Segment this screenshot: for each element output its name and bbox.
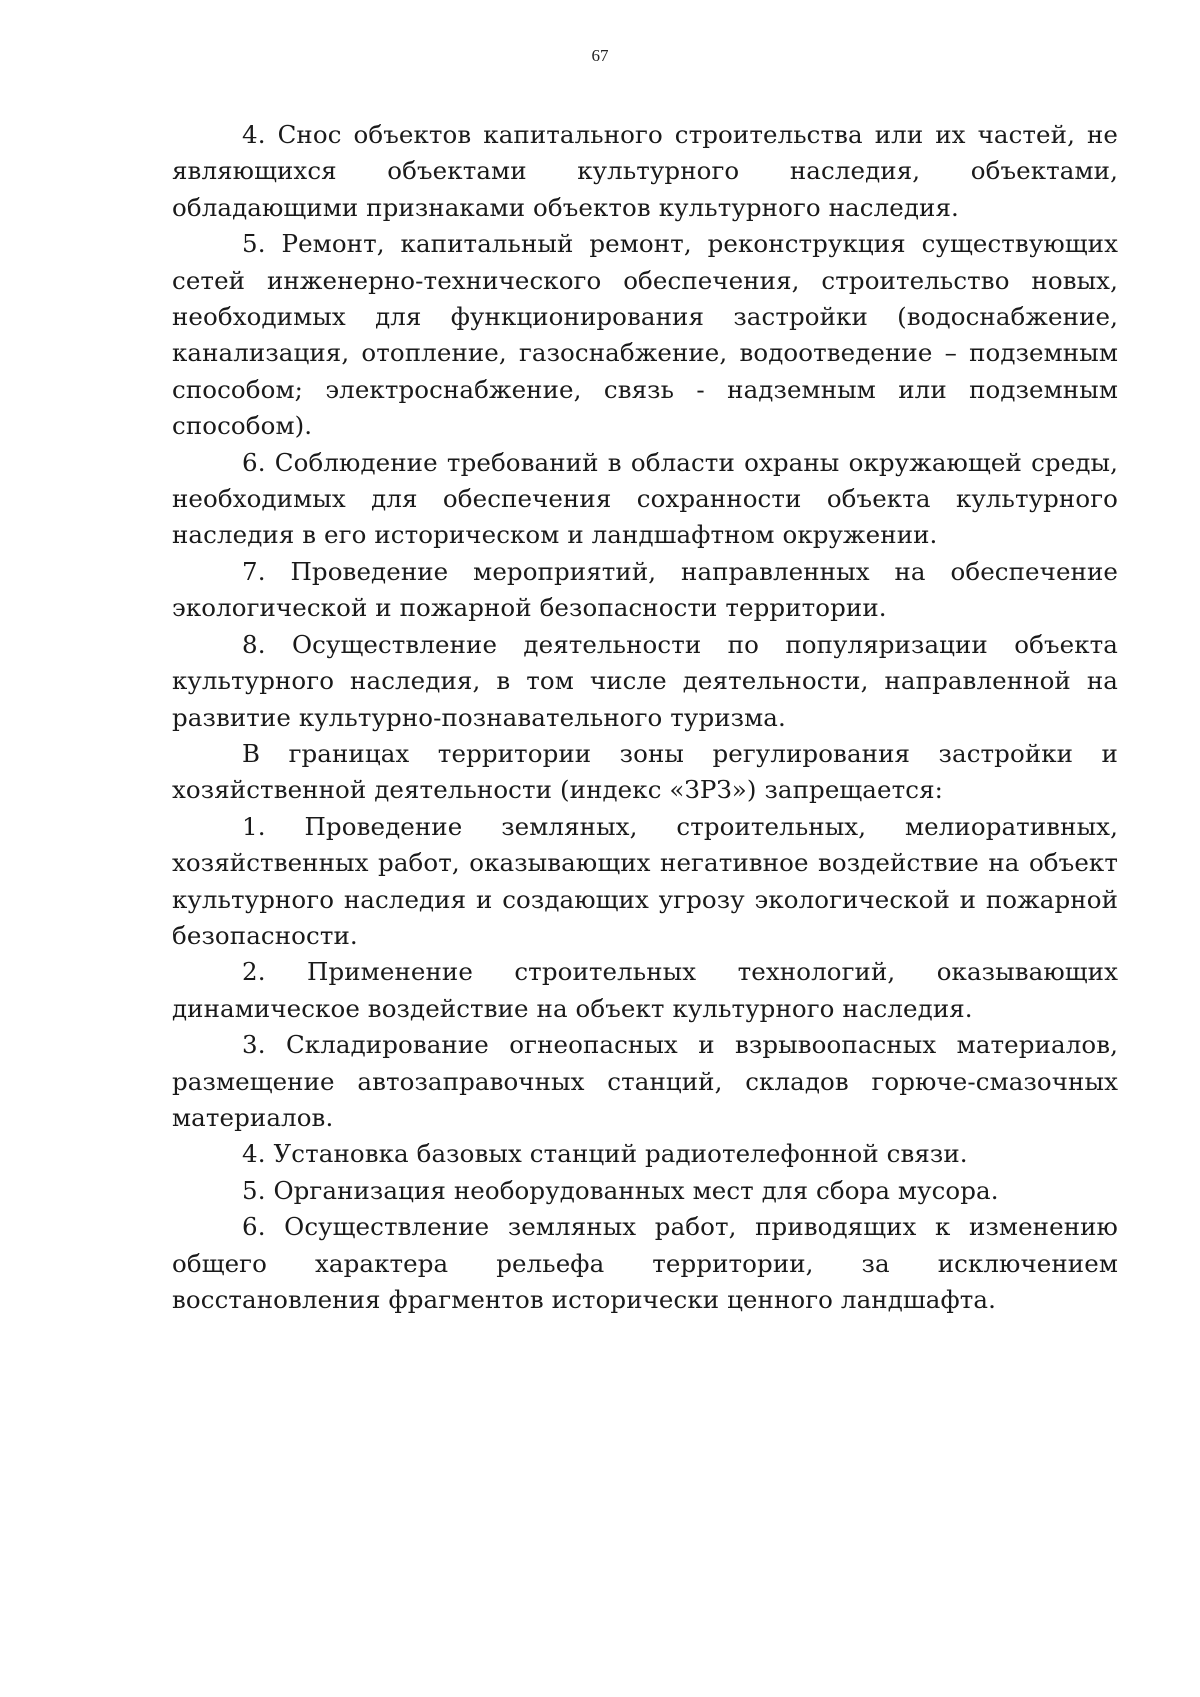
paragraph-prohibition-3-storage: 3. Складирование огнеопасных и взрывоопасных материалов, размещение автозаправочных станций, складов горюче-смазочных материалов. [172,1030,1118,1132]
paragraph-prohibition-5-waste: 5. Организация необорудованных мест для сбора мусора. [242,1175,999,1205]
paragraph-prohibition-4-base-stations: 4. Установка базовых станций радиотелефонной связи. [242,1139,968,1169]
paragraph-prohibition-2-technologies: 2. Применение строительных технологий, оказывающих динамическое воздействие на объект культурного наследия. [172,957,1118,1023]
paragraph-item-5-networks-repair: 5. Ремонт, капитальный ремонт, реконструкция существующих сетей инженерно-технического обеспечения, строительство новых, необходимых для функционирования застройки (водоснабжение, канализация, отопление, газоснабжение, водоотведение – подземным способом; электроснабжение, связь - надземным или подземным способом). [172,229,1118,441]
paragraph-item-8-popularization: 8. Осуществление деятельности по популяризации объекта культурного наследия, в том числе деятельности, направленной на развитие культурно-познавательного туризма. [172,629,1118,732]
paragraph-prohibition-1-works: 1. Проведение земляных, строительных, мелиоративных, хозяйственных работ, оказывающих негативное воздействие на объект культурного наследия и создающих угрозу экологической и пожарной безопасности. [172,811,1118,950]
paragraph-item-6-environment: 6. Соблюдение требований в области охраны окружающей среды, необходимых для обеспечения сохранности объекта культурного наследия в его историческом и ландшафтном окружении. [172,447,1118,550]
paragraph-zrz-intro: В границах территории зоны регулирования застройки и хозяйственной деятельности (индекс «ЗРЗ») запрещается: [172,738,1118,805]
document-body [172,117,1118,1318]
paragraph-item-7-safety: 7. Проведение мероприятий, направленных на обеспечение экологической и пожарной безопасности территории. [172,556,1118,623]
paragraph-prohibition-6-earthworks: 6. Осуществление земляных работ, приводящих к изменению общего характера рельефа территории, за исключением восстановления фрагментов исторически ценного ландшафта. [172,1212,1118,1314]
page-number: 67 [591,46,609,65]
paragraph-item-4-demolition: 4. Снос объектов капитального строительства или их частей, не являющихся объектами культурного наследия, объектами, обладающими признаками объектов культурного наследия. [172,120,1118,222]
